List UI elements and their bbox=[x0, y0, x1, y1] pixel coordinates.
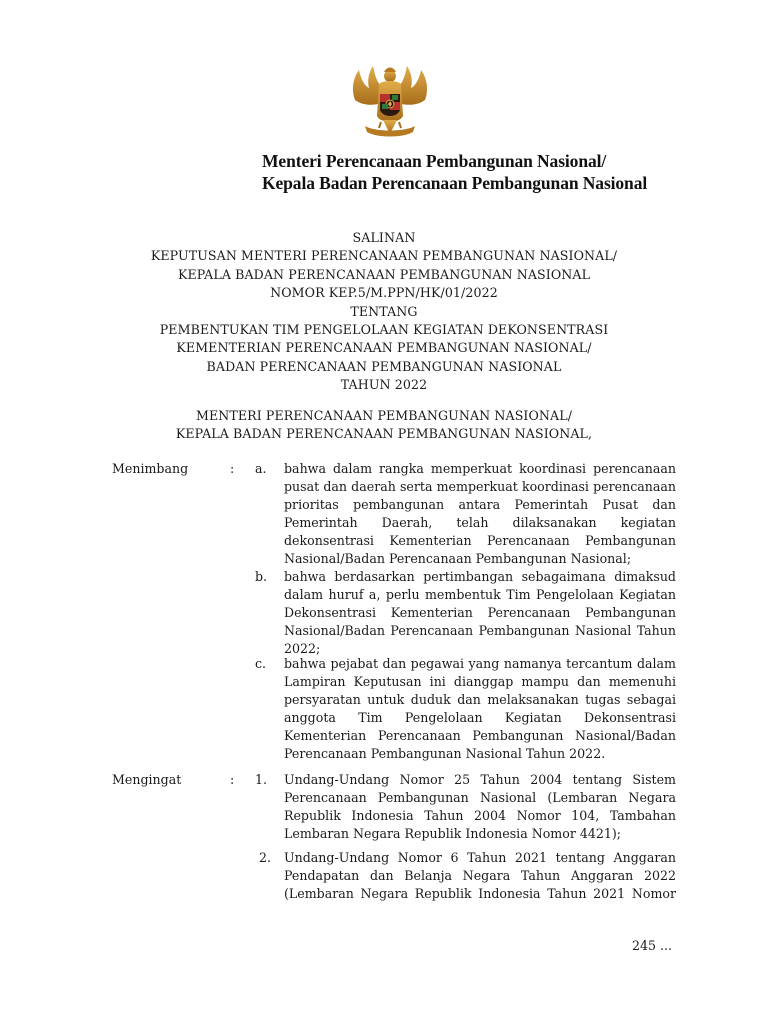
title-line: SALINAN bbox=[352, 230, 416, 245]
ministry-header bbox=[262, 150, 647, 194]
menimbang-item-b-mark: b. bbox=[255, 569, 268, 584]
next-page-reference: 245 ... bbox=[632, 938, 673, 953]
ministry-line-1: Menteri Perencanaan Pembangunan Nasional/ bbox=[262, 151, 607, 171]
menimbang-item-c-text: bahwa pejabat dan pegawai yang namanya tercantum dalam Lampiran Keputusan ini dianggap mampu dan memenuhi persyaratan untuk duduk dan melaksanakan tugas sebagai anggota Tim Pengelolaan Kegiatan Dekonsentrasi Kementerian Perencanaan Pembangunan Nasional/Badan Perencanaan Pembangunan Nasional Tahun 2022. bbox=[284, 656, 676, 762]
minister-line: KEPALA BADAN PERENCANAAN PEMBANGUNAN NASIONAL, bbox=[175, 426, 593, 442]
mengingat-colon: : bbox=[230, 772, 235, 787]
menimbang-item-b-text: bahwa berdasarkan pertimbangan sebagaimana dimaksud dalam huruf a, perlu membentuk Tim Pengelolaan Kegiatan Dekonsentrasi Kementerian Perencanaan Pembangunan Nasional/Badan Perencanaan Pembangunan Nasional Tahun 2022; bbox=[284, 569, 676, 657]
title-line: KEPUTUSAN MENTERI PERENCANAAN PEMBANGUNAN NASIONAL/ bbox=[150, 248, 618, 264]
mengingat-item-1-text: Undang-Undang Nomor 25 Tahun 2004 tentang Sistem Perencanaan Pembangunan Nasional (Lembaran Negara Republik Indonesia Tahun 2004 Nomor 104, Tambahan Lembaran Negara Republik Indonesia Nomor 4421); bbox=[284, 772, 676, 842]
mengingat-item-1-mark: 1. bbox=[255, 772, 268, 787]
title-line: TAHUN 2022 bbox=[340, 377, 428, 393]
title-line: KEPALA BADAN PERENCANAAN PEMBANGUNAN NASIONAL bbox=[177, 266, 591, 282]
garuda-emblem-icon bbox=[347, 62, 433, 144]
menimbang-item-a-text: bahwa dalam rangka memperkuat koordinasi perencanaan pusat dan daerah serta memperkuat koordinasi perencanaan prioritas pembangunan antara Pemerintah Pusat dan Pemerintah Daerah, telah dilaksanakan kegiatan dekonsentrasi Kementerian Perencanaan Pembangunan Nasional/Badan Perencanaan Pembangunan Nasional; bbox=[284, 461, 676, 567]
menimbang-item-a-mark: a. bbox=[255, 461, 267, 476]
title-line: PEMBENTUKAN TIM PENGELOLAAN KEGIATAN DEKONSENTRASI bbox=[159, 322, 609, 338]
title-line: BADAN PERENCANAAN PEMBANGUNAN NASIONAL bbox=[206, 358, 562, 374]
minister-line: MENTERI PERENCANAAN PEMBANGUNAN NASIONAL/ bbox=[195, 408, 573, 423]
title-line: NOMOR KEP.5/M.PPN/HK/01/2022 bbox=[270, 285, 498, 301]
menimbang-item-c-mark: c. bbox=[255, 656, 267, 671]
minister-heading bbox=[0, 407, 768, 444]
title-line: KEMENTERIAN PERENCANAAN PEMBANGUNAN NASIONAL/ bbox=[176, 340, 592, 356]
title-line: TENTANG bbox=[350, 303, 418, 319]
ministry-line-2: Kepala Badan Perencanaan Pembangunan Nasional bbox=[262, 173, 648, 193]
decree-title bbox=[0, 229, 768, 395]
mengingat-item-2-mark: 2. bbox=[259, 850, 272, 865]
mengingat-label: Mengingat bbox=[112, 772, 182, 787]
mengingat-item-2-text: Undang-Undang Nomor 6 Tahun 2021 tentang Anggaran Pendapatan dan Belanja Negara Tahun Anggaran 2022 (Lembaran Negara Republik Indonesia Tahun 2021 Nomor bbox=[284, 850, 676, 902]
menimbang-label: Menimbang bbox=[112, 461, 189, 476]
menimbang-colon: : bbox=[230, 461, 235, 476]
